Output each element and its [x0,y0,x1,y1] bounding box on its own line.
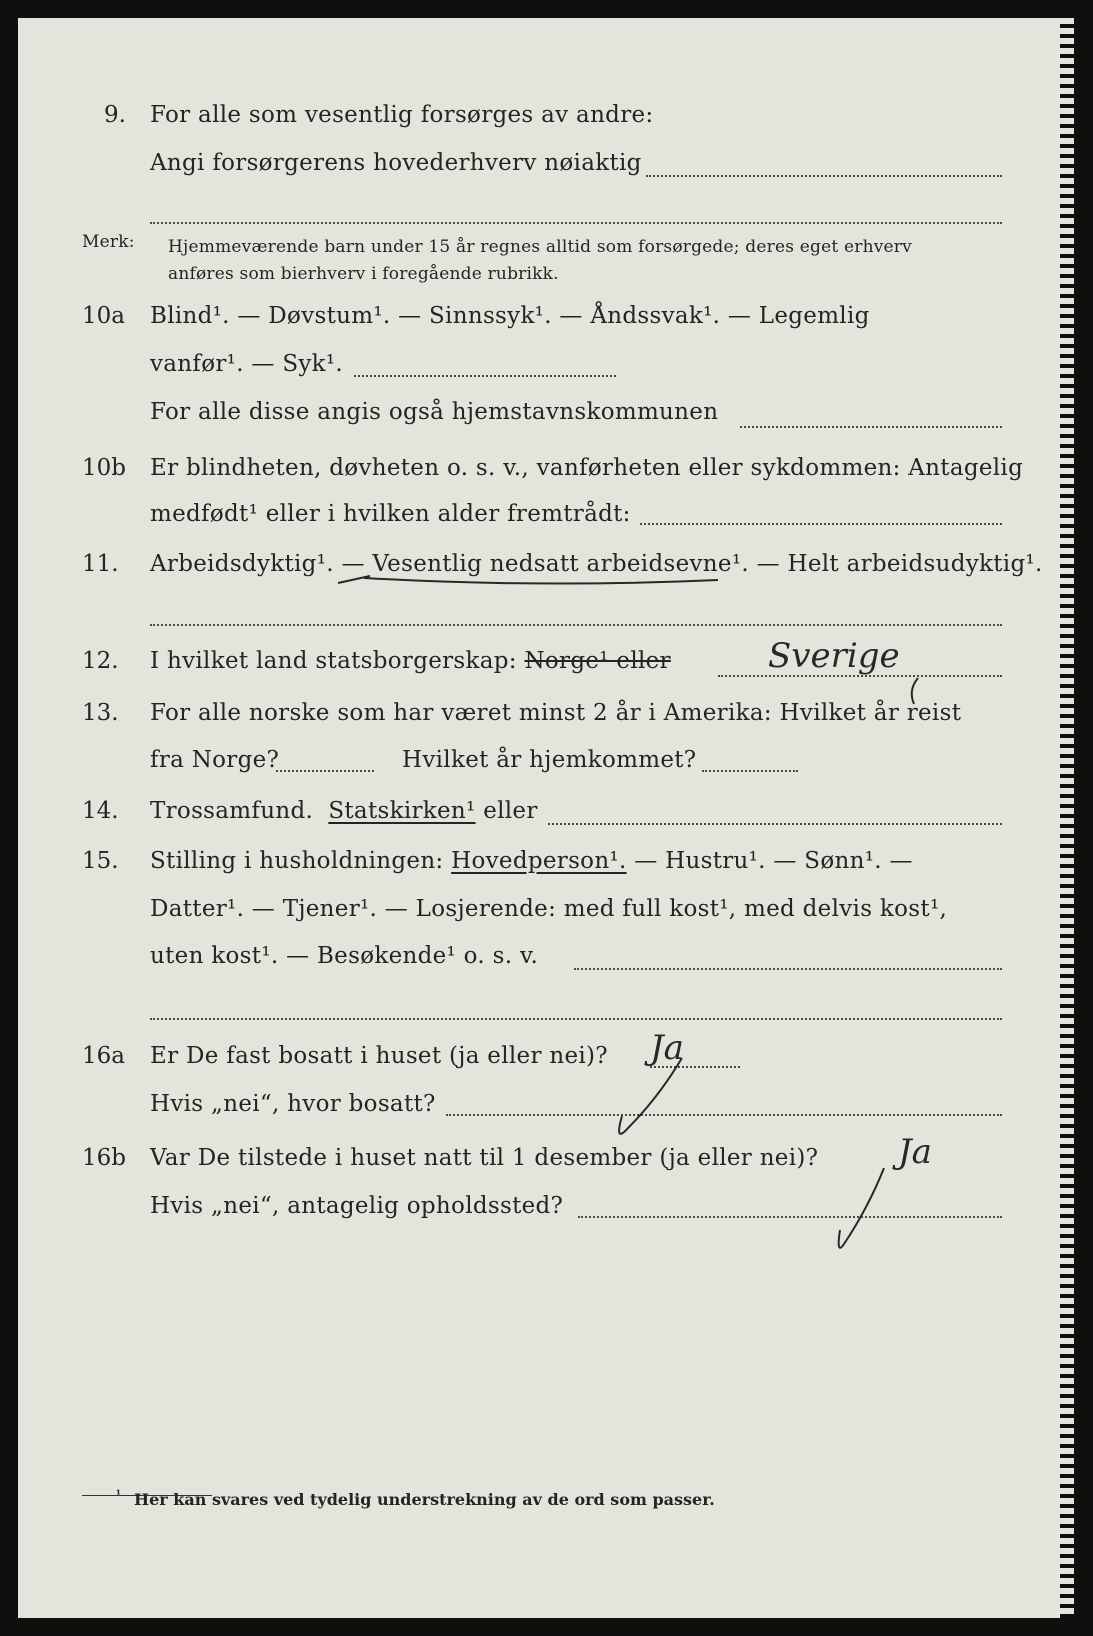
q14-question: Trossamfund. [150,798,314,824]
q10a-line2: vanfør¹. — Syk¹. [150,351,344,377]
q9-number: 9. [104,102,126,128]
q13-line2a: fra Norge? [150,747,280,773]
q9-line1: For alle som vesentlig forsørges av andre: [150,102,654,128]
q9-line2: Angi forsørgerens hovederhverv nøiaktig [150,150,642,176]
census-form-page [18,18,1074,1618]
q12-question: I hvilket land statsborgerskap: [150,648,517,674]
q16a-number: 16a [82,1043,125,1069]
q11-number: 11. [82,551,119,577]
q16a-line2: Hvis „nei“, hvor bosatt? [150,1091,436,1117]
q11-option-able[interactable]: Arbeidsdyktig¹. — [150,551,365,577]
q15-question: Stilling i husholdningen: [150,848,444,874]
merk-line1: Hjemmeværende barn under 15 år regnes alltid som forsørgede; deres eget erhverv [168,237,912,257]
q13-number: 13. [82,700,119,726]
q16b-handwritten-answer: Ja [898,1132,932,1172]
q10a-line1: Blind¹. — Døvstum¹. — Sinnssyk¹. — Åndssvak¹. — Legemlig [150,303,870,329]
q15-number: 15. [82,848,119,874]
q16a-handwritten-answer: Ja [650,1028,684,1068]
q13-line2b: Hvilket år hjemkommet? [402,747,697,773]
q10b-number: 10b [82,455,126,481]
q14-option-other: eller [483,798,538,824]
q10a-number: 10a [82,303,125,329]
merk-label: Merk: [82,232,135,252]
q13-line1: For alle norske som har været minst 2 år i Amerika: Hvilket år reist [150,700,962,726]
q16a-line1: Er De fast bosatt i huset (ja eller nei)? [150,1043,608,1069]
footnote-mark: ¹ [116,1488,121,1501]
q11-option-reduced[interactable]: Vesentlig nedsatt arbeidsevne¹. [372,551,749,577]
q12-number: 12. [82,648,119,674]
q15-line2[interactable]: Datter¹. — Tjener¹. — Losjerende: med full kost¹, med delvis kost¹, [150,896,948,922]
merk-line2: anføres som bierhverv i foregående rubrikk. [168,264,559,284]
q12-struck-option: Norge¹ eller [524,648,671,674]
q10a-line3: For alle disse angis også hjemstavnskommunen [150,399,719,425]
footnote-text: Her kan svares ved tydelig understrekning av de ord som passer. [134,1490,715,1509]
q11-option-unable[interactable]: — Helt arbeidsudyktig¹. [756,551,1043,577]
q14-option-statskirken[interactable]: Statskirken¹ [328,798,476,824]
q15-line3[interactable]: uten kost¹. — Besøkende¹ o. s. v. [150,943,539,969]
q15-option-hovedperson[interactable]: Hovedperson¹. [451,848,627,874]
q16b-line1: Var De tilstede i huset natt til 1 desember (ja eller nei)? [150,1145,819,1171]
q10b-line1: Er blindheten, døvheten o. s. v., vanførheten eller sykdommen: Antagelig [150,455,1024,481]
q16b-number: 16b [82,1145,126,1171]
handwriting-strokes [18,18,1074,1618]
q10b-line2: medfødt¹ eller i hvilken alder fremtrådt: [150,501,631,527]
q14-number: 14. [82,798,119,824]
q16b-line2: Hvis „nei“, antagelig opholdssted? [150,1193,564,1219]
q15-options-rest[interactable]: — Hustru¹. — Sønn¹. — [634,848,913,874]
q12-handwritten-answer: Sverige [768,636,900,676]
